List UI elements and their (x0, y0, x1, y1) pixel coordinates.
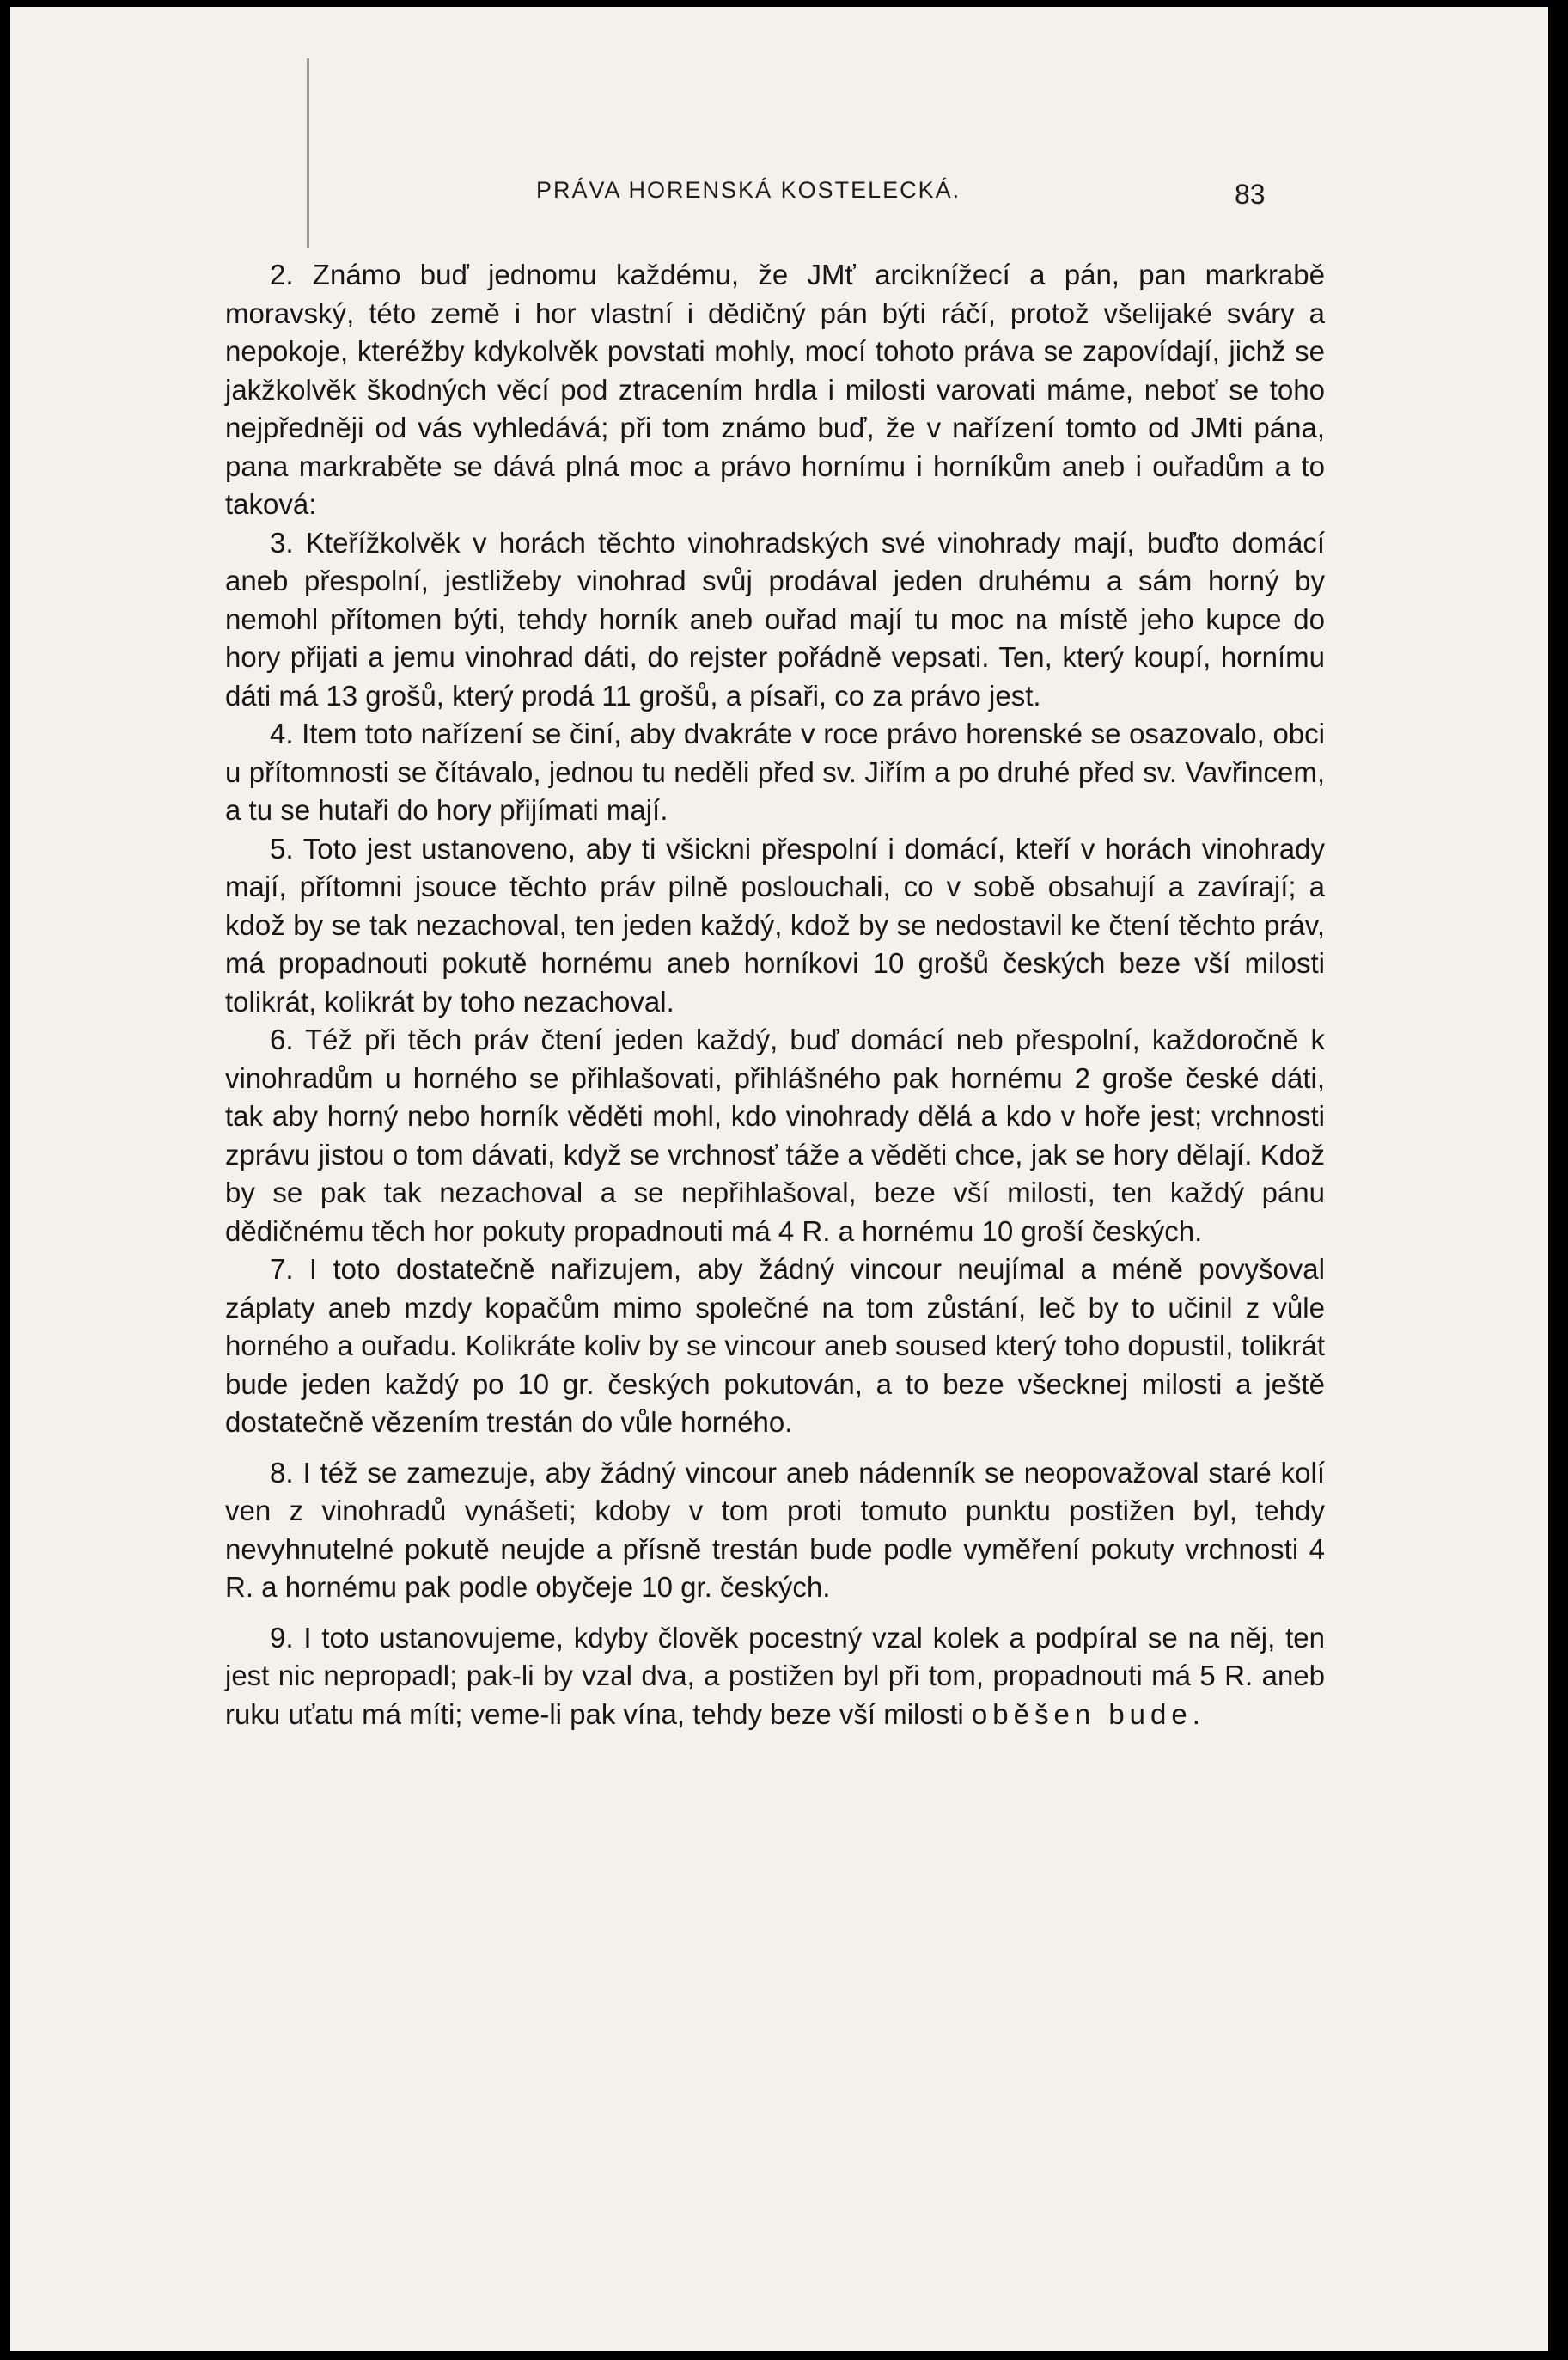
scan-artifact-line (307, 58, 309, 248)
paragraph-9-text: 9. I toto ustanovujeme, kdyby člověk pocestný vzal kolek a podpíral se na něj, ten jest nic nepropadl; pak-li by vzal dva, a postižen byl při tom, propadnouti má 5 R. aneb ruku uťatu má míti; veme-li pak vína, tehdy beze vší milosti (225, 1621, 1325, 1730)
paragraph-9-emphasis: oběšen bude. (971, 1697, 1205, 1730)
running-header (10, 168, 1548, 211)
paragraph-2: 2. Známo buď jednomu každému, že JMť arciknížecí a pán, pan markrabě moravský, této země i hor vlastní i dědičný pán býti ráčí, protož všelijaké sváry a nepokoje, kteréžby kdykolvěk povstati mohly, mocí tohoto práva se zapovídají, jichž se jakžkolvěk škodných věcí pod ztracením hrdla i milosti varovati máme, neboť se toho nejpředněji od vás vyhledává; při tom známo buď, že v nařízení tomto od JMti pána, pana markraběte se dává plná moc a právo hornímu i horníkům aneb i ouřadům a to taková: (225, 259, 1325, 520)
paragraph-9 (225, 1619, 1325, 1734)
paragraph-4: 4. Item toto nařízení se činí, aby dvakráte v roce právo horenské se osazovalo, obci u přítomnosti se čítávalo, jednou tu neděli před sv. Jiřím a po druhé před sv. Vavřincem, a tu se hutaři do hory přijímati mají. (225, 718, 1325, 826)
paragraph-3: 3. Kteřížkolvěk v horách těchto vinohradských své vinohrady mají, buďto domácí aneb přespolní, jestližeby vinohrad svůj prodával jeden druhému a sám horný by nemohl přítomen býti, tehdy horník aneb ouřad mají tu moc na místě jeho kupce do hory přijati a jemu vinohrad dáti, do rejster pořádně vepsati. Ten, který koupí, hornímu dáti má 13 grošů, který prodá 11 grošů, a písaři, co za právo jest. (225, 526, 1325, 712)
paragraph-6: 6. Též při těch práv čtení jeden každý, buď domácí neb přespolní, každoročně k vinohradům u horného se přihlašovati, přihlášného pak hornému 2 groše české dáti, tak aby horný nebo horník věděti mohl, kdo vinohrady dělá a kdo v hoře jest; vrchnosti zprávu jistou o tom dávati, když se vrchnosť táže a věděti chce, jak se hory dělají. Kdož by se pak tak nezachoval a se nepřihlašoval, beze vší milosti, ten každý pánu dědičnému těch hor pokuty propadnouti má 4 R. a hornému 10 groší českých. (225, 1024, 1325, 1247)
paragraph-7: 7. I toto dostatečně nařizujem, aby žádný vincour neujímal a méně povyšoval záplaty aneb mzdy kopačům mimo společné na tom zůstání, leč by to učinil z vůle horného a ouřadu. Kolikráte koliv by se vincour aneb soused který toho dopustil, tolikrát bude jeden každý po 10 gr. českých pokutován, a to beze všecknej milosti a ještě dostatečně vězením trestán do vůle horného. (225, 1253, 1325, 1438)
page-number: 83 (1235, 179, 1266, 210)
paragraph-8: 8. I též se zamezuje, aby žádný vincour aneb nádenník se neopovažoval staré kolí ven z vinohradů vynášeti; kdoby v tom proti tomuto punktu postižen byl, tehdy nevyhnutelné pokutě neujde a přísně trestán bude podle vyměření pokuty vrchnosti 4 R. a hornému pak podle obyčeje 10 gr. českých. (225, 1456, 1325, 1603)
body-text (225, 256, 1325, 1733)
header-title: PRÁVA HORENSKÁ KOSTELECKÁ. (536, 177, 961, 203)
book-page (10, 7, 1548, 2351)
paragraph-5: 5. Toto jest ustanoveno, aby ti všickni přespolní i domácí, kteří v horách vinohrady mají, přítomni jsouce těchto práv pilně poslouchali, co v sobě obsahují a zavírají; a kdož by se tak nezachoval, ten jeden každý, kdož by se nedostavil ke čtení těchto práv, má propadnouti pokutě hornému aneb horníkovi 10 grošů českých beze vší milosti tolikrát, kolikrát by toho nezachoval. (225, 832, 1325, 1018)
